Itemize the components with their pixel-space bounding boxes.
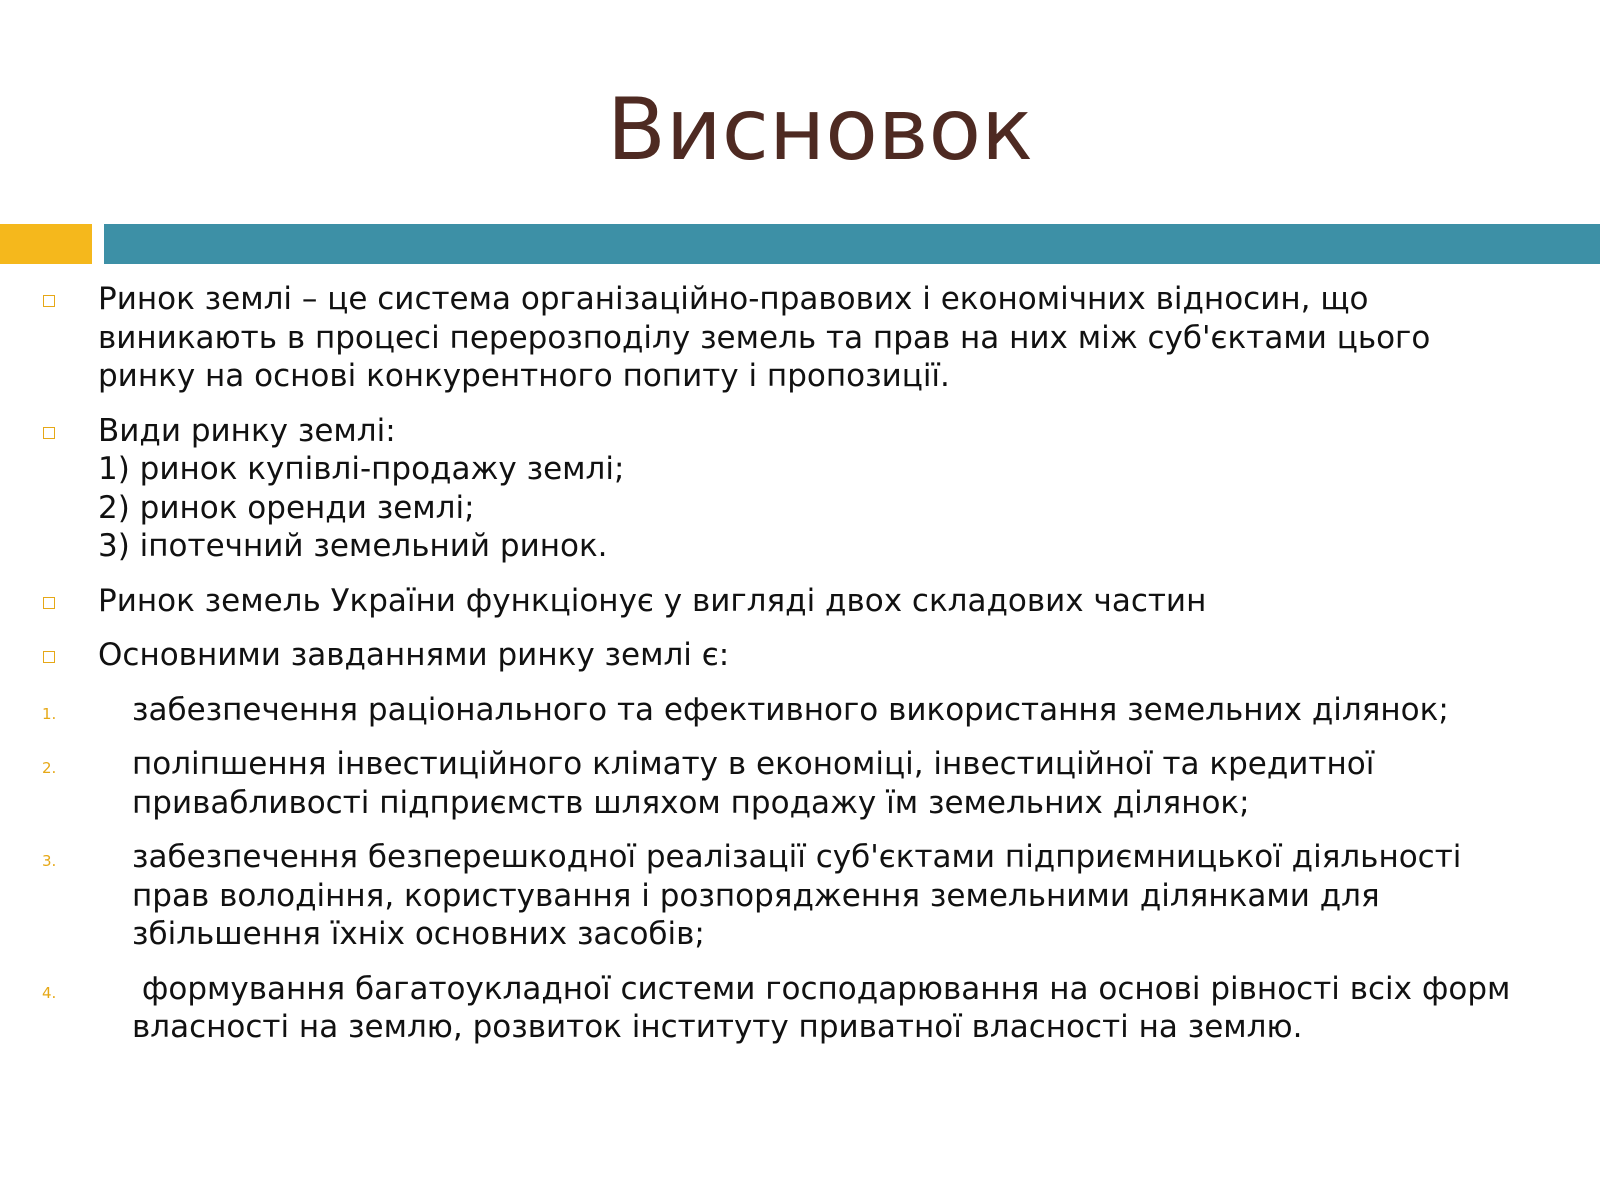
bullet-item — [0, 636, 1600, 675]
numbered-item — [0, 838, 1600, 954]
bullet-text: Види ринку землі: 1) ринок купівлі-продажу землі; 2) ринок оренди землі; 3) іпотечний земельний ринок. — [98, 412, 625, 564]
numbered-text: забезпечення раціонального та ефективного використання земельних ділянок; — [132, 691, 1449, 728]
square-bullet-icon — [43, 427, 55, 439]
title-underline-bar — [104, 224, 1600, 264]
slide-content — [0, 280, 1600, 1063]
numbered-item — [0, 970, 1600, 1047]
numbered-text: поліпшення інвестиційного клімату в економіці, інвестиційної та кредитної привабливості підприємств шляхом продажу їм земельних ділянок; — [132, 746, 1375, 821]
numbered-item — [0, 745, 1600, 822]
numbered-item — [0, 691, 1600, 730]
square-bullet-icon — [43, 295, 55, 307]
bullet-text: Ринок земель України функціонує у вигляді двох складових частин — [98, 582, 1207, 619]
bullet-item — [0, 582, 1600, 621]
bullet-item — [0, 280, 1600, 396]
numbered-text: формування багатоукладної системи господарювання на основі рівності всіх форм власності на землю, розвиток інституту приватної власності на землю. — [132, 970, 1511, 1045]
item-number: 4. — [42, 983, 57, 1002]
bullet-text: Основними завданнями ринку землі є: — [98, 637, 730, 673]
slide-title: Висновок — [606, 80, 1034, 180]
numbered-text: забезпечення безперешкодної реалізації суб'єктами підприємницької діяльності прав володіння, користування і розпорядження земельними ділянками для збільшення їхніх основних засобів; — [132, 839, 1462, 952]
item-number: 2. — [42, 759, 57, 777]
accent-bar — [0, 224, 92, 264]
bullet-text: Ринок землі – це система організаційно-правових і економічних відносин, що виникають в процесі перерозподілу земель та прав на них між суб'єктами цього ринку на основі конкурентного попиту і пропозиції. — [98, 281, 1431, 394]
square-bullet-icon — [43, 597, 55, 609]
item-number: 1. — [42, 704, 57, 723]
square-bullet-icon — [43, 651, 55, 663]
item-number: 3. — [42, 852, 57, 870]
bullet-item — [0, 412, 1600, 566]
